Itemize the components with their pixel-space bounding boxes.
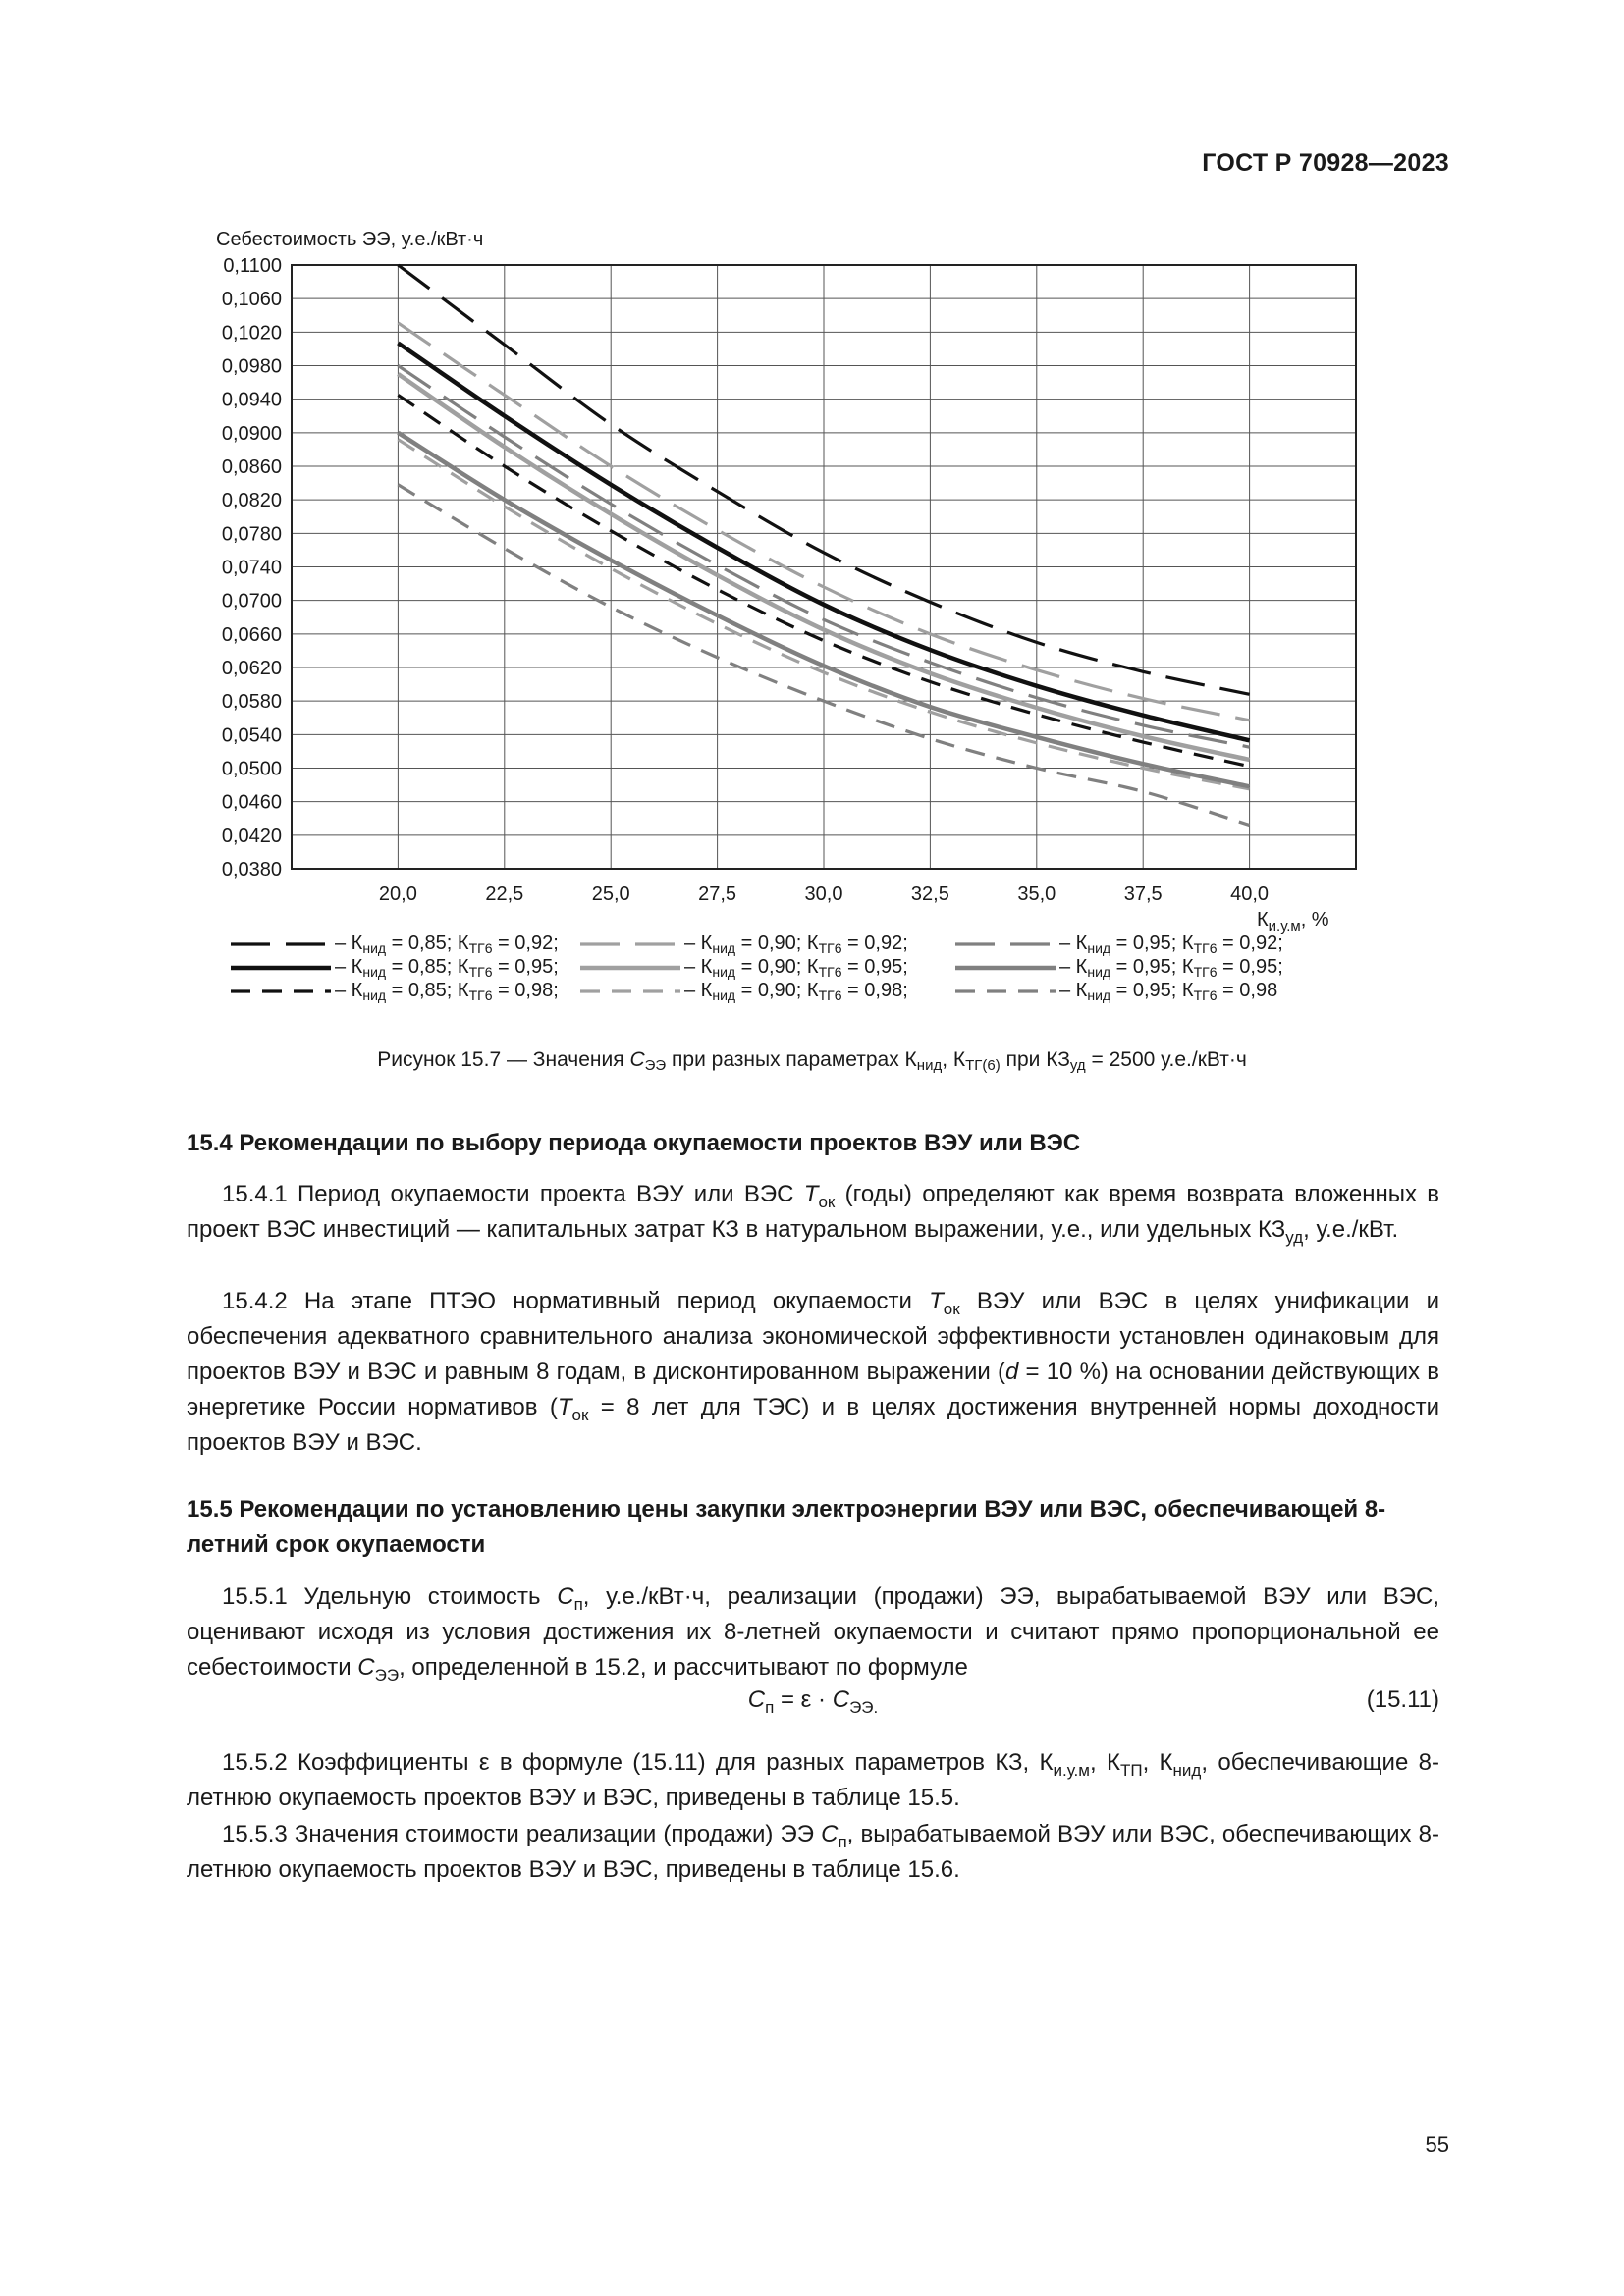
section-15-5-title: 15.5 Рекомендации по установлению цены закупки электроэнергии ВЭУ или ВЭС, обеспечивающей 8-летний срок окупаемости [187, 1496, 1386, 1558]
y-tick-label: 0,0700 [221, 590, 282, 613]
x-tick-label: 32,5 [910, 883, 949, 905]
y-tick-label: 0,0420 [221, 825, 282, 847]
formula-number: (15.11) [1366, 1686, 1439, 1713]
y-tick-label: 0,0940 [221, 389, 282, 411]
figure-caption: Рисунок 15.7 — Значения $C_{ЭЭ}$ при разных параметрах $К_{нид}$, $К_{ТГ(6)}$ при $КЗ_{уд} = 2500$ у.е./кВт·ч [377, 1048, 1247, 1074]
y-tick-label: 0,0740 [221, 557, 282, 579]
y-tick-label: 0,0620 [221, 658, 282, 679]
paragraph-15-5-3: 15.5.3 Значения стоимости реализации (продажи) ЭЭ $C_п$, вырабатываемой ВЭУ или ВЭС, обеспечивающих 8-летнюю окупаемость проектов ВЭУ и ВЭС, приведены в таблице 15.6. [187, 1821, 1439, 1883]
legend-swatch [231, 987, 331, 996]
x-tick-label: 30,0 [804, 883, 843, 905]
y-tick-label: 0,0380 [221, 859, 282, 881]
legend-swatch [955, 963, 1056, 973]
formula-15-11 [187, 1686, 1439, 1722]
y-tick-label: 0,0820 [221, 490, 282, 512]
page-number: 55 [1425, 2132, 1449, 2157]
chart-container [196, 224, 1375, 1043]
legend-swatch [955, 987, 1056, 996]
legend-label: – $К_{нид} = 0,85$; $К_{ТГ6} = 0,95$; [335, 956, 559, 980]
legend-swatch [231, 939, 331, 949]
x-tick-label: 40,0 [1230, 883, 1270, 905]
legend-label: – $К_{нид} = 0,90$; $К_{ТГ6} = 0,92$; [684, 933, 908, 956]
y-tick-label: 0,0500 [221, 758, 282, 780]
y-tick-label: 0,0580 [221, 691, 282, 714]
legend-swatch [580, 939, 680, 949]
x-axis-label: $К_{и.у.м}$, % [1257, 909, 1329, 934]
legend-label: – $К_{нид} = 0,95$; $К_{ТГ6} = 0,98$ [1059, 980, 1278, 1003]
y-tick-label: 0,0900 [221, 422, 282, 445]
legend-label: – $К_{нид} = 0,95$; $К_{ТГ6} = 0,92$; [1059, 933, 1283, 956]
y-tick-label: 0,1020 [221, 322, 282, 345]
chart-svg [196, 224, 1375, 1043]
y-tick-label: 0,0860 [221, 456, 282, 478]
legend-label: – $К_{нид} = 0,85$; $К_{ТГ6} = 0,92$; [335, 933, 559, 956]
paragraph-15-5-1: 15.5.1 Удельную стоимость $C_п$, у.е./кВт·ч, реализации (продажи) ЭЭ, вырабатываемой ВЭУ или ВЭС, оценивают исходя из условия достижения их 8-летней окупаемости и считают прямо пропорциональной ее себестоимости $C_{ЭЭ}$, определенной в 15.2, и рассчитывают по формуле [187, 1583, 1439, 1684]
x-tick-label: 27,5 [698, 883, 737, 905]
legend-swatch [580, 963, 680, 973]
y-tick-label: 0,0980 [221, 355, 282, 378]
legend-label: – $К_{нид} = 0,90$; $К_{ТГ6} = 0,98$; [684, 980, 908, 1003]
y-tick-label: 0,1100 [223, 255, 282, 277]
paragraph-15-4-1: 15.4.1 Период окупаемости проекта ВЭУ или ВЭС $T_{ок}$ (годы) определяют как время возврата вложенных в проект ВЭС инвестиций — капитальных затрат КЗ в натуральном выражении, у.е., или удельных $КЗ_{уд}$, у.е./кВт. [187, 1181, 1439, 1247]
legend-swatch [580, 987, 680, 996]
paragraph-15-5-2: 15.5.2 Коэффициенты ε в формуле (15.11) для разных параметров КЗ, $К_{и.у.м}$, $К_{ТП}$, $К_{нид}$, обеспечивающие 8-летнюю окупаемость проектов ВЭУ и ВЭС, приведены в таблице 15.5. [187, 1749, 1439, 1811]
legend-label: – $К_{нид} = 0,85$; $К_{ТГ6} = 0,98$; [335, 980, 559, 1003]
document-header: ГОСТ Р 70928—2023 [1202, 149, 1449, 177]
legend-label: – $К_{нид} = 0,90$; $К_{ТГ6} = 0,95$; [684, 956, 908, 980]
y-tick-label: 0,0660 [221, 623, 282, 646]
legend-item [231, 978, 559, 1005]
legend-swatch [231, 963, 331, 973]
chart-legend [196, 931, 1375, 1029]
x-tick-label: 35,0 [1017, 883, 1056, 905]
legend-item [955, 978, 1277, 1005]
y-axis-label: Себестоимость ЭЭ, у.е./кВт·ч [216, 229, 484, 250]
y-tick-label: 0,0460 [221, 791, 282, 814]
x-tick-label: 25,0 [591, 883, 630, 905]
y-tick-label: 0,1060 [221, 289, 282, 311]
x-tick-label: 20,0 [378, 883, 417, 905]
legend-label: – $К_{нид} = 0,95$; $К_{ТГ6} = 0,95$; [1059, 956, 1283, 980]
x-tick-label: 37,5 [1123, 883, 1163, 905]
legend-item [580, 978, 908, 1005]
paragraph-15-4-2: 15.4.2 На этапе ПТЭО нормативный период окупаемости $T_{ок}$ ВЭУ или ВЭС в целях унификации и обеспечения адекватного сравнительного анализа экономической эффективности установлен одинаковым для проектов ВЭУ и ВЭС и равным 8 годам, в дисконтированном выражении (d = 10 %) на основании действующих в энергетике России нормативов ($T_{ок} = 8$ лет для ТЭС) и в целях достижения внутренней нормы доходности проектов ВЭУ и ВЭС. [187, 1288, 1439, 1456]
legend-swatch [955, 939, 1056, 949]
formula-body: $C_п = \varepsilon \cdot C_{ЭЭ.}$ [747, 1686, 879, 1717]
section-15-4-title: 15.4 Рекомендации по выбору периода окупаемости проектов ВЭУ или ВЭС [187, 1130, 1081, 1156]
y-tick-label: 0,0780 [221, 523, 282, 546]
y-tick-label: 0,0540 [221, 724, 282, 747]
x-tick-label: 22,5 [485, 883, 524, 905]
